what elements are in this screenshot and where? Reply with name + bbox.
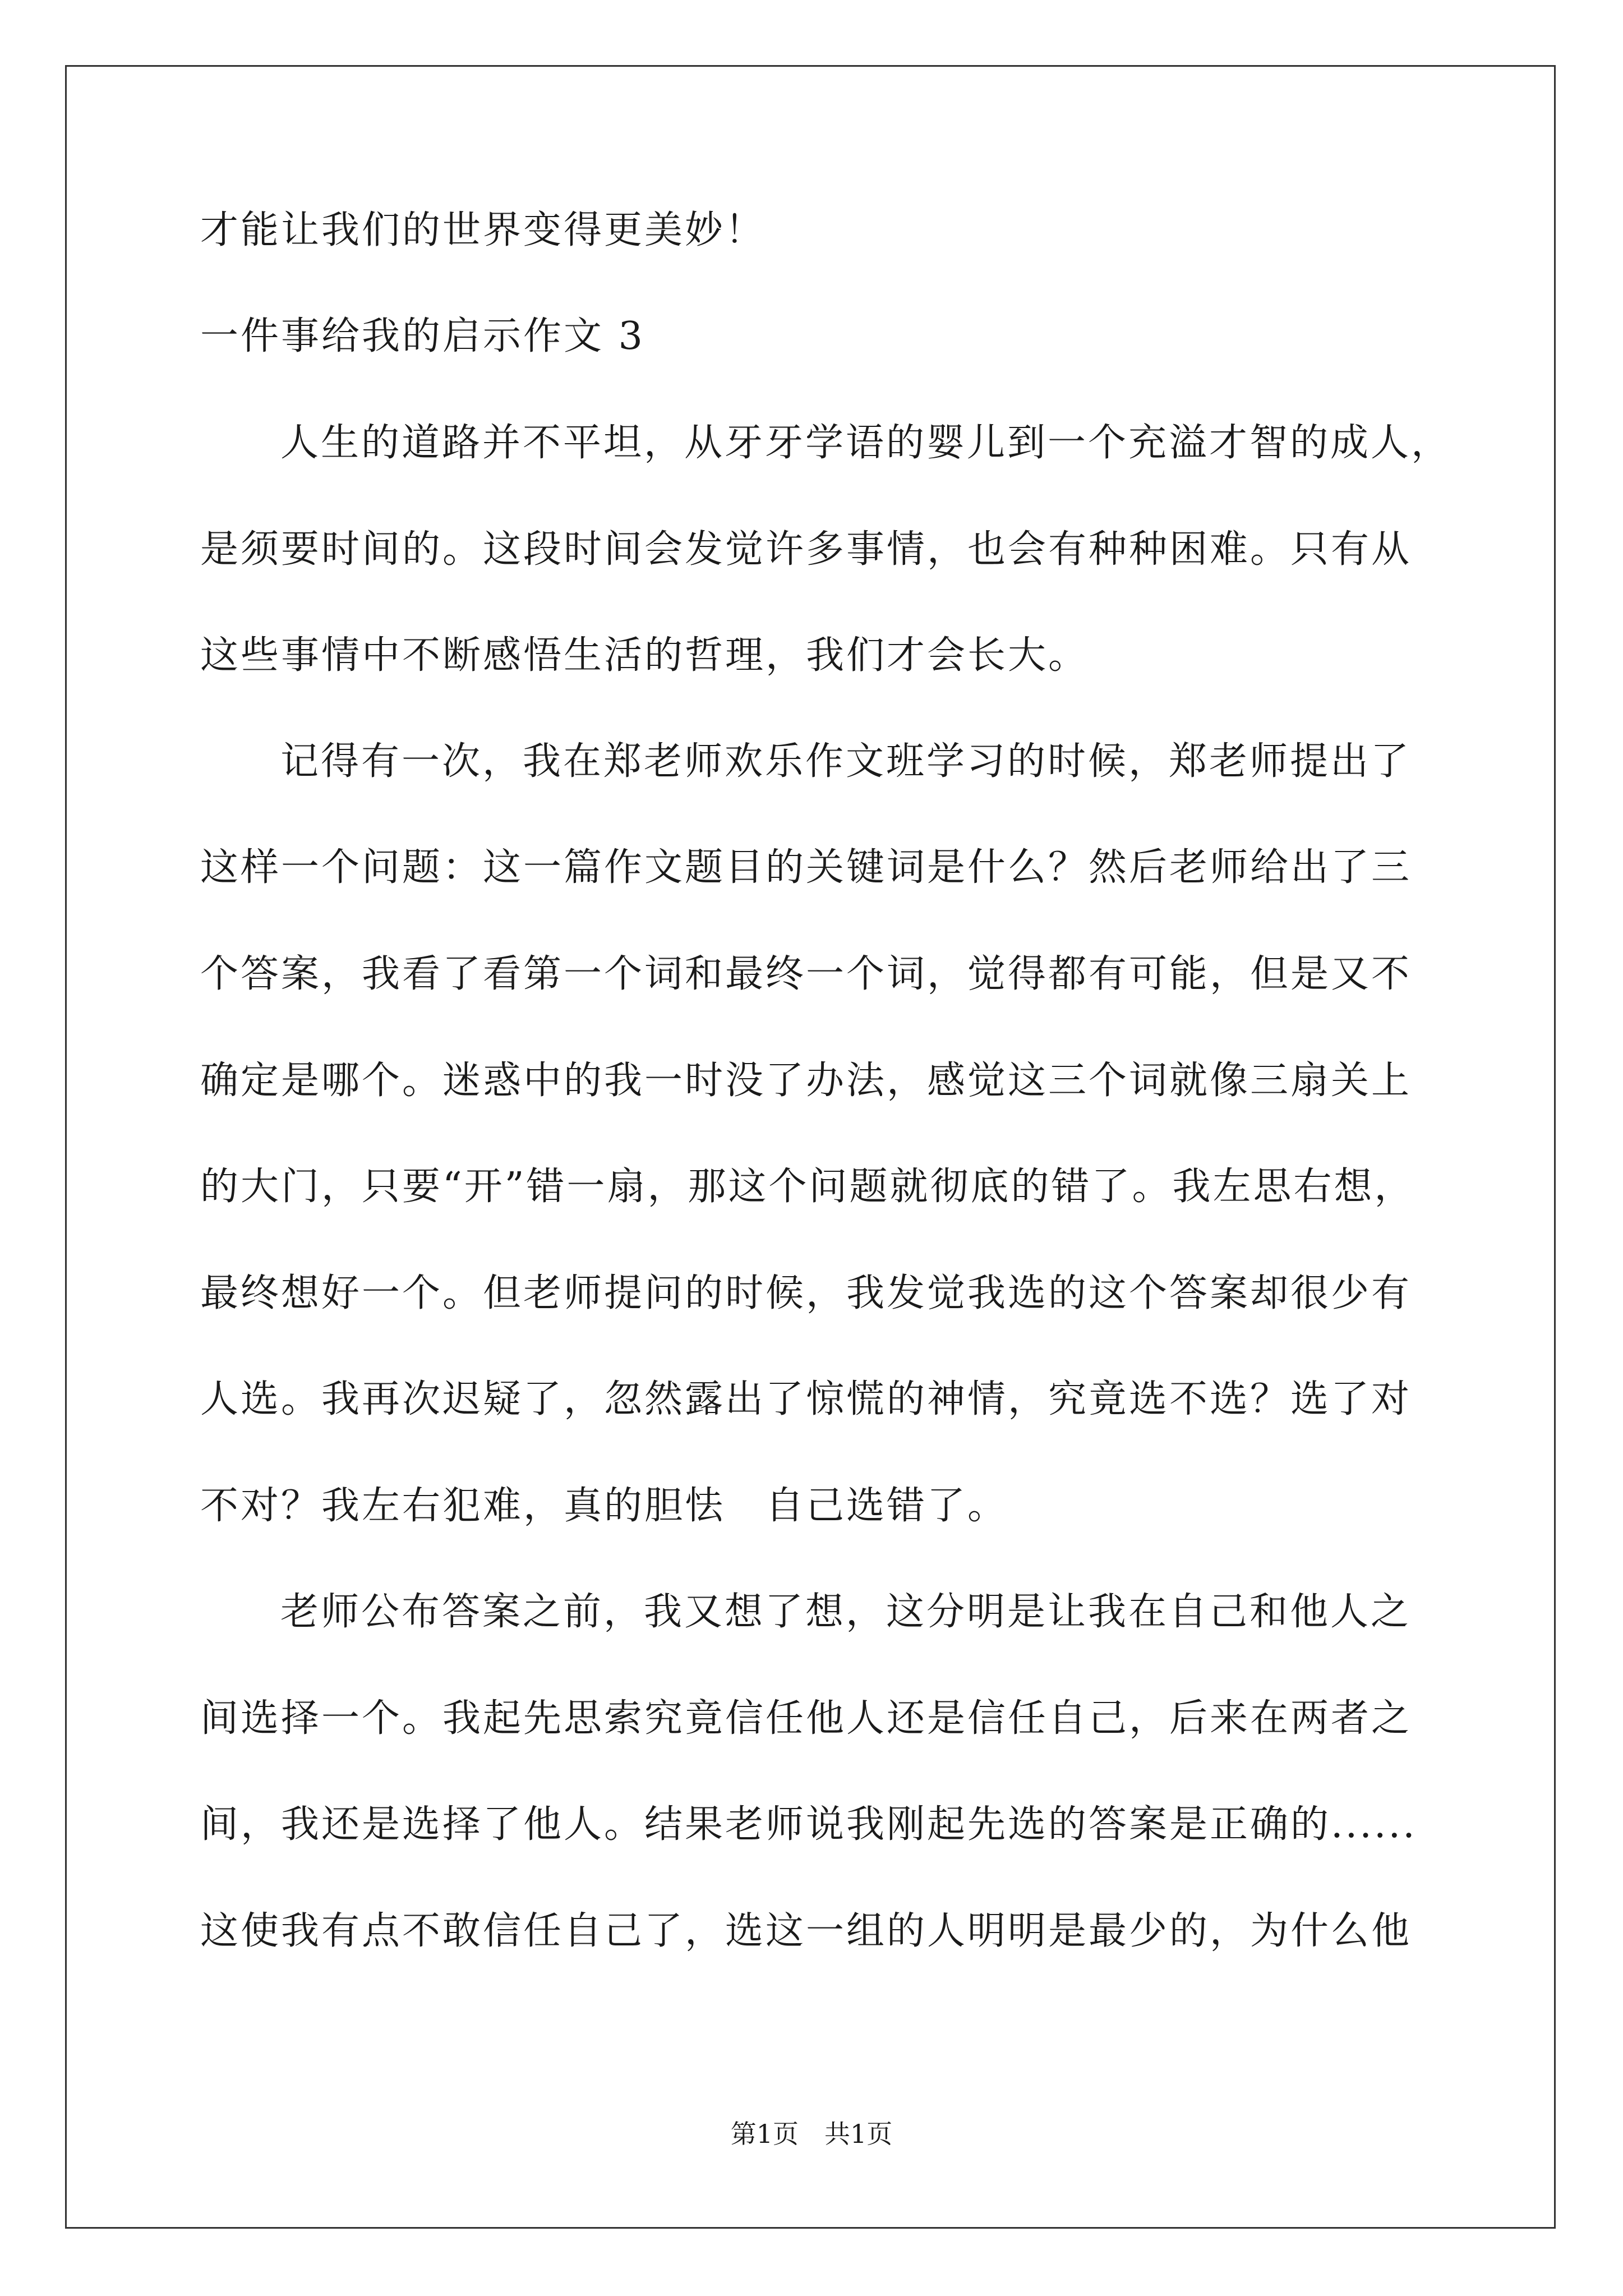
text-line: 个答案，我看了看第一个词和最终一个词，觉得都有可能，但是又不 (200, 952, 1412, 996)
text-line: 这使我有点不敢信任自己了，选这一组的人明明是最少的，为什么他 (200, 1909, 1412, 1953)
text-line: 老师公布答案之前，我又想了想，这分明是让我在自己和他人之 (280, 1590, 1412, 1634)
page-footer: 第1页 共1页 (730, 2119, 893, 2149)
text-line: 最终想好一个。但老师提问的时候，我发觉我选的这个答案却很少有 (200, 1271, 1412, 1315)
text-line: 才能让我们的世界变得更美妙！ (200, 208, 766, 252)
text-line: 的大门，只要“开”错一扇，那这个问题就彻底的错了。我左思右想， (200, 1165, 1415, 1209)
text-line: 确定是哪个。迷惑中的我一时没了办法，感觉这三个词就像三扇关上 (200, 1059, 1412, 1103)
text-line: 是须要时间的。这段时间会发觉许多事情，也会有种种困难。只有从 (200, 527, 1412, 572)
text-line: 人选。我再次迟疑了，忽然露出了惊慌的神情，究竟选不选？选了对 (200, 1377, 1412, 1421)
text-line: 记得有一次，我在郑老师欢乐作文班学习的时候，郑老师提出了 (280, 739, 1412, 784)
text-line: 人生的道路并不平坦，从牙牙学语的婴儿到一个充溢才智的成人， (280, 421, 1452, 465)
text-line: 间选择一个。我起先思索究竟信任他人还是信任自己，后来在两者之 (200, 1696, 1412, 1741)
text-line: 这些事情中不断感悟生活的哲理，我们才会长大。 (200, 633, 1089, 678)
essay-title: 一件事给我的启示作文 3 (200, 314, 645, 358)
page-border (65, 65, 1556, 2229)
text-line: 这样一个问题：这一篇作文题目的关键词是什么？然后老师给出了三 (200, 845, 1412, 890)
text-line: 间，我还是选择了他人。结果老师说我刚起先选的答案是正确的...... (200, 1802, 1417, 1847)
text-line: 不对？我左右犯难，真的胆怯 自己选错了。 (200, 1484, 1008, 1528)
